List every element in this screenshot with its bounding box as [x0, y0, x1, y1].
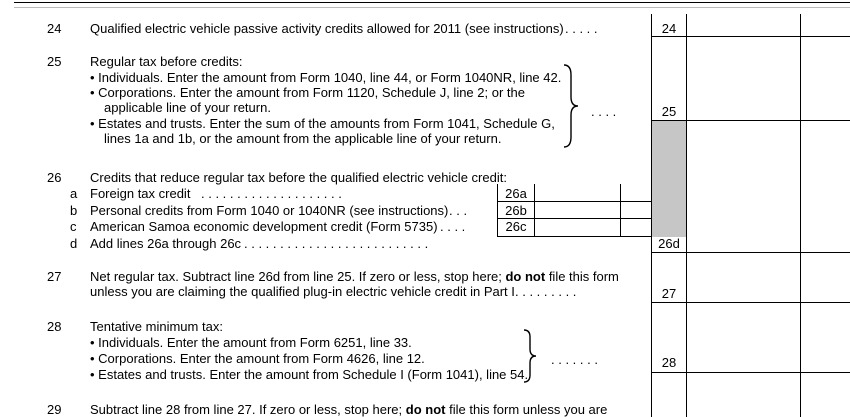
line-26-title: Credits that reduce regular tax before the qualified electric vehicle credit: [90, 170, 507, 185]
line-26a-amount-field[interactable] [535, 185, 650, 201]
line-26a-box-label: 26a [505, 186, 527, 201]
line-27-dots: . . . . . . . . . [515, 284, 577, 299]
line-27-text-1b: do not [505, 269, 546, 284]
line-26d-text: Add lines 26a through 26c [90, 236, 242, 251]
line-28-dots: . . . . . . . [551, 352, 598, 367]
line-26d-box-label: 26d [658, 236, 680, 251]
line-25-bullet-estates: • Estates and trusts. Enter the sum of the amounts from Form 1041, Schedule G, [90, 116, 555, 131]
top-rule [14, 2, 850, 3]
line-26b-box-label: 26b [505, 203, 527, 218]
line-28-title: Tentative minimum tax: [90, 319, 223, 334]
line-27-text-line2: unless you are claiming the qualified plug-in electric vehicle credit in Part I [90, 284, 515, 299]
line-24-number: 24 [47, 21, 62, 36]
line-26a-text: Foreign tax credit [90, 186, 191, 201]
line-27-text-line1 [90, 269, 619, 284]
line-28-rule [651, 372, 850, 373]
line-25-dots: . . . . [591, 104, 617, 119]
line-28-box-label: 28 [661, 355, 677, 370]
line-26abc-box-left [497, 184, 498, 237]
line-26d-letter: d [70, 236, 78, 251]
line-26c-text: American Samoa economic development credit (Form 5735) [90, 219, 438, 234]
line-27-text-1a: Net regular tax. Subtract line 26d from line 25. If zero or less, stop here; [90, 269, 506, 284]
col-line-cents [800, 14, 801, 417]
line-25-bullet-estates-cont: lines 1a and 1b, or the amount from the applicable line of your return. [104, 131, 502, 146]
line-25-number: 25 [47, 54, 62, 69]
line-26b-amount-field[interactable] [535, 202, 650, 218]
line-25-amount-field[interactable] [687, 37, 800, 120]
line-26c-box-label: 26c [505, 219, 527, 234]
line-27-amount-field[interactable] [687, 253, 800, 302]
shaded-area [652, 121, 686, 237]
line-26a-letter: a [70, 186, 78, 201]
line-26c-dots: . . . . [440, 219, 466, 234]
line-26b-text: Personal credits from Form 1040 or 1040NR (see instructions) [90, 203, 449, 218]
line-28-bullet-estates: • Estates and trusts. Enter the amount from Schedule I (Form 1041), line 54. [90, 367, 529, 382]
line-26a-dots: . . . . . . . . . . . . . . . . . . . . [201, 186, 342, 201]
line-26c-rule [497, 236, 651, 237]
line-28-bullet-corporations: • Corporations. Enter the amount from Form 4626, line 12. [90, 351, 425, 366]
line-25-title: Regular tax before credits: [90, 54, 243, 69]
line-24-text: Qualified electric vehicle passive activity credits allowed for 2011 (see instructions) [90, 21, 564, 36]
line-26c-amount-field[interactable] [535, 219, 650, 236]
line-26d-dots: . . . . . . . . . . . . . . . . . . . . . . . . . . [244, 236, 429, 251]
line-24-dots: . . . . . [565, 21, 598, 36]
line-27-box-label: 27 [661, 286, 677, 301]
line-26b-letter: b [70, 203, 78, 218]
line-27-number: 27 [47, 269, 62, 284]
line-27-text-1c: file this form [545, 269, 619, 284]
line-29-text-a: Subtract line 28 from line 27. If zero or less, stop here; [90, 402, 406, 417]
line-24-amount-field[interactable] [687, 14, 800, 36]
line-26-number: 26 [47, 170, 62, 185]
line-26d-amount-field[interactable] [687, 121, 800, 252]
line-26c-letter: c [70, 219, 77, 234]
line-28-bullet-individuals: • Individuals. Enter the amount from Form 6251, line 33. [90, 335, 412, 350]
top-rule-thin [14, 7, 850, 8]
line-24-box-label: 24 [661, 21, 677, 36]
line-26b-dots: . . . [449, 203, 468, 218]
line-25-bullet-corporations: • Corporations. Enter the amount from Form 1120, Schedule J, line 2; or the [90, 85, 525, 100]
line-29-number: 29 [47, 402, 62, 417]
line-28-brace-icon [522, 328, 538, 384]
line-25-box-label: 25 [661, 104, 677, 119]
line-28-number: 28 [47, 319, 62, 334]
line-29-text-c: file this form unless you are [445, 402, 608, 417]
line-25-bullet-corporations-cont: applicable line of your return. [104, 100, 271, 115]
line-25-bullet-individuals: • Individuals. Enter the amount from Form 1040, line 44, or Form 1040NR, line 42. [90, 70, 562, 85]
line-25-brace-icon [562, 63, 580, 149]
line-29-text [90, 402, 607, 417]
line-28-amount-field[interactable] [687, 303, 800, 372]
line-29-text-b: do not [405, 402, 446, 417]
